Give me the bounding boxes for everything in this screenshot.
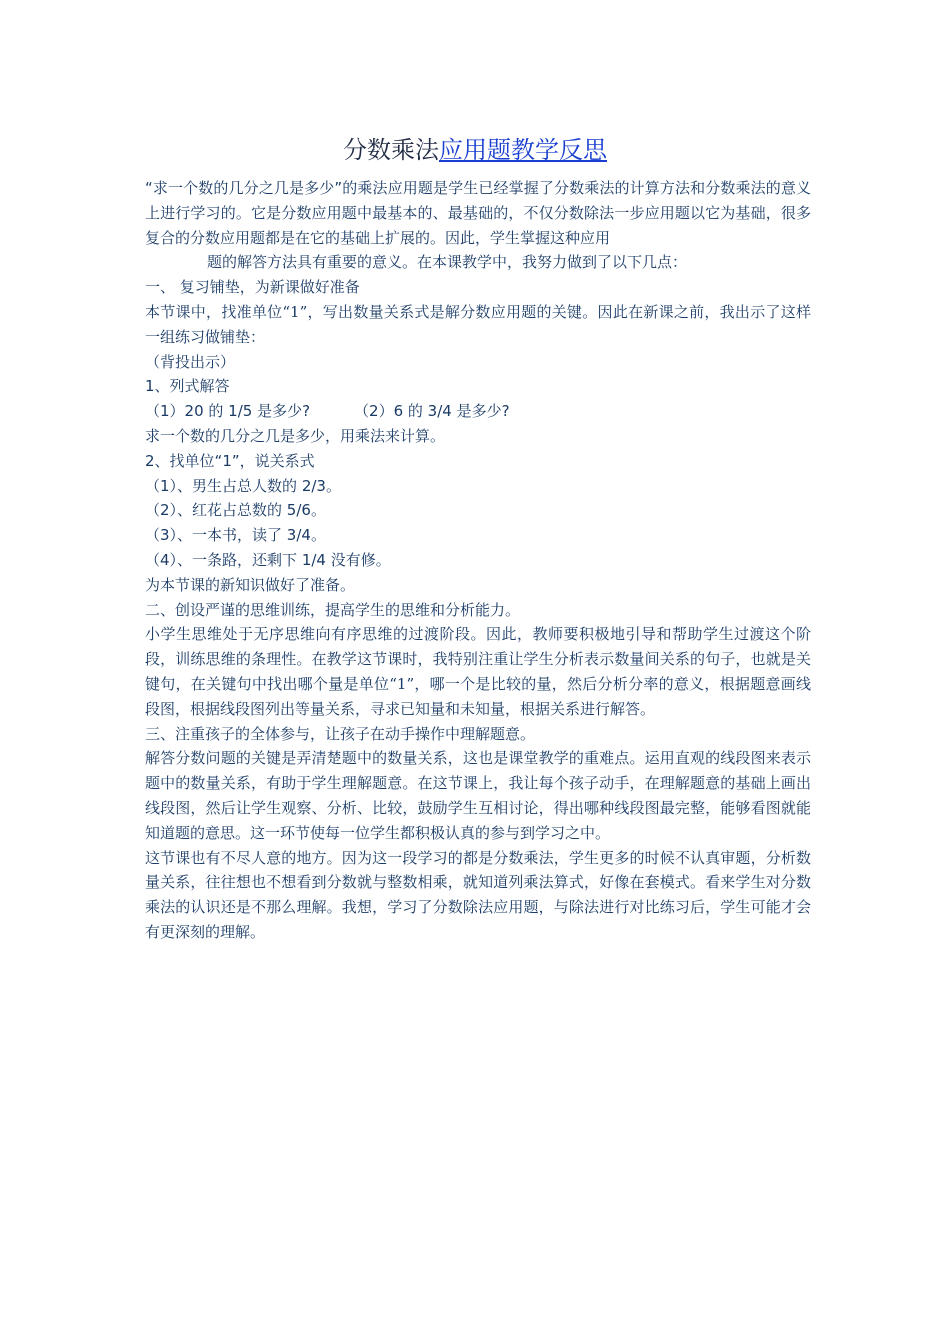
section1-paragraph: 本节课中，找准单位“1”，写出数量关系式是解分数应用题的关键。因此在新课之前，我出示了这样一组练习做铺垫： bbox=[145, 302, 811, 346]
title-plain: 分数乘法 bbox=[343, 136, 439, 164]
section1-questions bbox=[145, 399, 811, 424]
section3-paragraph-2: 这节课也有不尽人意的地方。因为这一段学习的都是分数乘法，学生更多的时候不认真审题，分析数量关系，往往想也不想看到分数就与整数相乘，就知道列乘法算式，好像在套模式。看来学生对分数乘法的认识还是不那么理解。我想，学习了分数除法应用题，与除法进行对比练习后，学生可能才会有更深刻的理解。 bbox=[145, 848, 811, 941]
section1-item2-title: 2、找单位“1”，说关系式 bbox=[145, 451, 315, 470]
intro-paragraph: “求一个数的几分之几是多少”的乘法应用题是学生已经掌握了分数乘法的计算方法和分数乘法的意义上进行学习的。它是分数应用题中最基本的、最基础的，不仅分数除法一步应用题以它为基础，很多复合的分数应用题都是在它的基础上扩展的。因此，学生掌握这种应用 bbox=[145, 179, 811, 247]
section1-item1-title: 1、列式解答 bbox=[145, 377, 230, 396]
question-1: （1）20 的 1/5 是多少? bbox=[145, 402, 311, 421]
question-2: （2）6 的 3/4 是多少? bbox=[354, 402, 510, 421]
section1-sub-item-1: （1）、男生占总人数的 2/3。 bbox=[145, 476, 341, 495]
section2-paragraph: 小学生思维处于无序思维向有序思维的过渡阶段。因此，教师要积极地引导和帮助学生过渡这个阶段，训练思维的条理性。在教学这节课时，我特别注重让学生分析表示数量间关系的句子，也就是关键句，在关键句中找出哪个量是单位“1”，哪一个是比较的量，然后分析分率的意义，根据题意画线段图，根据线段图列出等量关系，寻求已知量和未知量，根据关系进行解答。 bbox=[145, 625, 811, 718]
section1-closing: 为本节课的新知识做好了准备。 bbox=[145, 575, 356, 594]
section1-sub-item-2: （2）、红花占总数的 5/6。 bbox=[145, 501, 326, 520]
section1-heading: 一、 复习铺垫，为新课做好准备 bbox=[145, 278, 360, 297]
title-link[interactable]: 应用题教学反思 bbox=[439, 136, 607, 164]
section2-heading: 二、创设严谨的思维训练，提高学生的思维和分析能力。 bbox=[145, 600, 521, 619]
section3-heading: 三、注重孩子的全体参与，让孩子在动手操作中理解题意。 bbox=[145, 724, 536, 743]
section3-paragraph-1: 解答分数问题的关键是弄清楚题中的数量关系，这也是课堂教学的重难点。运用直观的线段图来表示题中的数量关系，有助于学生理解题意。在这节课上，我让每个孩子动手，在理解题意的基础上画出线段图，然后让学生观察、分析、比较，鼓励学生互相讨论，得出哪种线段图最完整，能够看图就能知道题的意思。这一环节使每一位学生都积极认真的参与到学习之中。 bbox=[145, 749, 811, 842]
section1-item1-summary: 求一个数的几分之几是多少，用乘法来计算。 bbox=[145, 426, 446, 445]
document-body bbox=[145, 176, 811, 945]
section1-note: （背投出示） bbox=[145, 352, 236, 371]
document-title bbox=[0, 133, 950, 167]
section1-sub-item-3: （3）、一本书，读了 3/4。 bbox=[145, 526, 326, 545]
intro-paragraph-end: 题的解答方法具有重要的意义。在本课教学中，我努力做到了以下几点： bbox=[207, 253, 688, 272]
section1-sub-item-4: （4）、一条路，还剩下 1/4 没有修。 bbox=[145, 550, 391, 569]
